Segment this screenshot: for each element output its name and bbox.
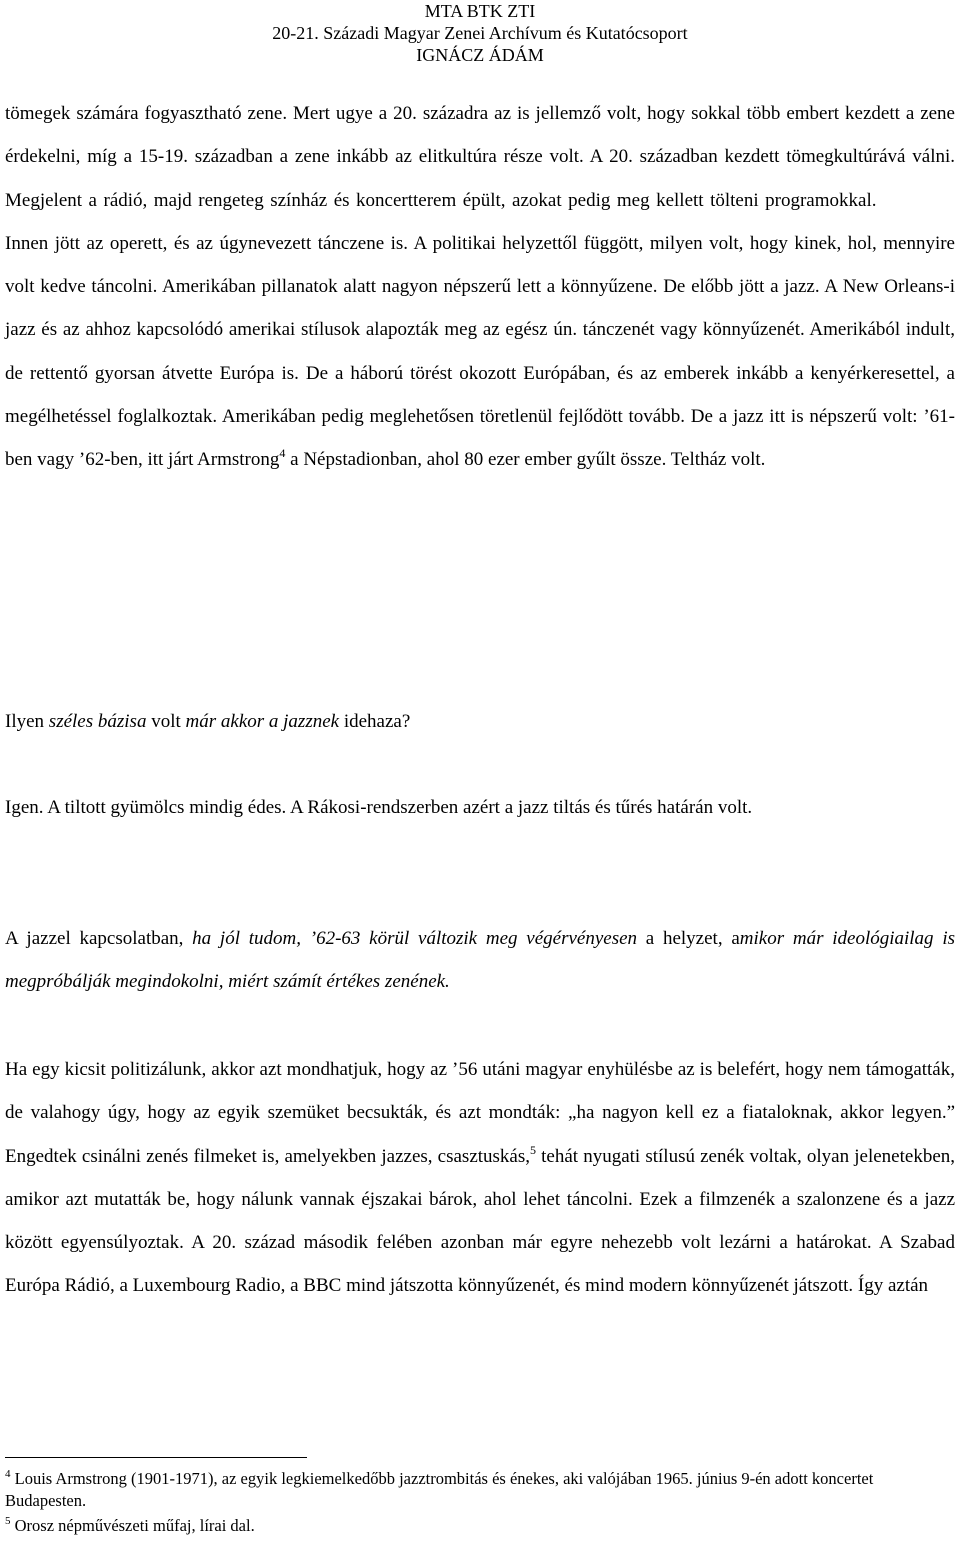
- footnote-ref-5[interactable]: 5: [530, 1142, 537, 1157]
- question-2-text-b: a helyzet, a: [637, 928, 740, 949]
- footnote-4: [5, 1468, 955, 1512]
- header-author: IGNÁCZ ÁDÁM: [416, 45, 544, 65]
- answer-2-text-b: tehát nyugati stílusú zenék voltak, olyan jelenetekben, amikor azt mutatták be, hogy nálunk vannak éjszakai bárok, ahol lehet táncolni. Ezek a filmzenék a szalonzene és a jazz között egyensúlyoztak. A 20. század második felében azonban már egyre nehezebb volt lezárni a határokat. A Szabad Európa Rádió, a Luxembourg Radio, a BBC mind játszotta könnyűzenét, és mind modern könnyűzenét játszott. Így aztán: [5, 1145, 956, 1297]
- page-header: [0, 0, 960, 66]
- paragraph-1: [5, 92, 955, 482]
- question-1-text-b: volt: [146, 711, 186, 732]
- footnote-number: 4: [5, 1468, 11, 1480]
- answer-2: [5, 1048, 955, 1308]
- paragraph-1-text-b: Innen jött az operett, és az úgynevezett tánczene is. A politikai helyzettől függött, milyen volt, hogy kinek, hol, mennyire volt kedve táncolni. Amerikában pillanatok alatt nagyon népszerű lett a könnyűzene. De előbb jött a jazz. A New Orleans-i jazz és az ahhoz kapcsolódó amerikai stílusok alapozták meg az egész ún. tánczenét vagy könnyűzenét. Amerikából indult, de rettentő gyorsan átvette Európa is. De a háború törést okozott Európában, és az emberek inkább a kenyérkeresettel, a megélhetéssel foglalkoztak. Amerikában pedig meglehetősen töretlenül fejlődött tovább. De a jazz itt is népszerű volt: ’61-ben vagy ’62-ben, itt járt Armstrong: [5, 232, 955, 471]
- header-institute: MTA BTK ZTI: [424, 1, 536, 21]
- footnote-separator: [5, 1457, 307, 1458]
- question-1-italic-a: széles bázisa: [48, 711, 147, 732]
- footnote-5: [5, 1515, 955, 1537]
- question-2-italic-b: mikor már ideológiailag is megpróbálják megindokolni, miért számít értékes zenének.: [5, 928, 955, 993]
- question-2-text-a: A jazzel kapcsolatban,: [5, 928, 193, 949]
- footnote-text: Louis Armstrong (1901-1971), az egyik legkiemelkedőbb jazztrombitás és énekes, aki valójában 1965. június 9-én adott koncertet Budapesten.: [5, 1469, 874, 1510]
- question-1: [5, 700, 955, 743]
- footnote-text: Orosz népművészeti műfaj, lírai dal.: [14, 1516, 255, 1535]
- answer-2-text-a: Ha egy kicsit politizálunk, akkor azt mondhatjuk, hogy az ’56 utáni magyar enyhülésbe az is belefért, hogy nem támogatták, de valahogy úgy, hogy az egyik szemüket becsukták, és azt mondták: „ha nagyon kell ez a fiataloknak, akkor legyen.” Engedtek csinálni zenés filmeket is, amelyekben jazzes, csasztuskás,: [5, 1059, 955, 1167]
- question-2-italic-a: ha jól tudom, ’62-63 körül változik meg végérvényesen: [192, 928, 638, 949]
- header-archive: 20-21. Századi Magyar Zenei Archívum és Kutatócsoport: [272, 23, 688, 43]
- footnote-number: 5: [5, 1515, 11, 1527]
- question-1-text-c: idehaza?: [339, 711, 411, 732]
- question-2: [5, 917, 955, 1004]
- paragraph-1-text-a: tömegek számára fogyasztható zene. Mert ugye a 20. századra az is jellemző volt, hogy sokkal több embert kezdett a zene érdekelni, míg a 15-19. században a zene inkább az elitkultúra része volt. A 20. században kezdett tömegkultúrává válni. Megjelent a rádió, majd rengeteg színház és koncertterem épült, azokat pedig meg kellett tölteni programokkal.: [5, 103, 955, 211]
- footnote-ref-4[interactable]: 4: [279, 446, 286, 461]
- answer-1: Igen. A tiltott gyümölcs mindig édes. A Rákosi-rendszerben azért a jazz tiltás és tűrés határán volt.: [5, 797, 753, 818]
- question-1-text-a: Ilyen: [5, 711, 49, 732]
- paragraph-1-text-c: a Népstadionban, ahol 80 ezer ember gyűlt össze. Teltház volt.: [285, 449, 766, 471]
- question-1-italic-b: már akkor a jazznek: [185, 711, 340, 732]
